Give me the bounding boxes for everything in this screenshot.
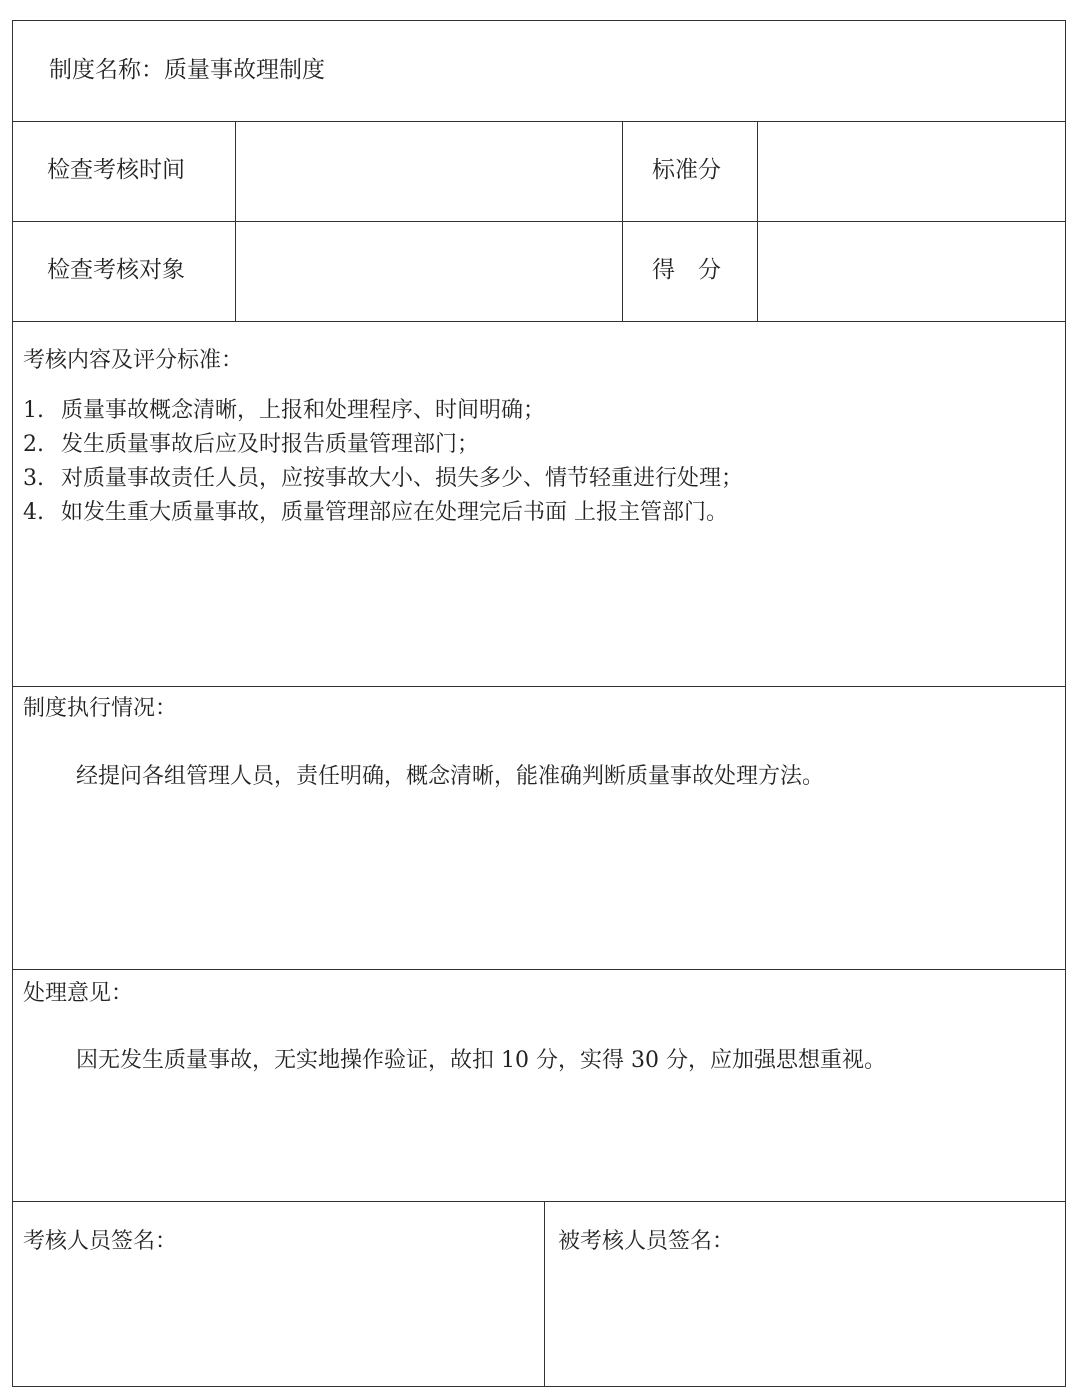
divider — [13, 969, 1065, 970]
system-name-label: 制度名称： — [49, 57, 164, 83]
system-name-value: 质量事故理制度 — [164, 57, 325, 83]
divider — [622, 121, 623, 321]
execution-title: 制度执行情况： — [23, 696, 178, 721]
divider — [544, 1201, 545, 1386]
score-label: 得 分 — [652, 257, 721, 283]
divider — [13, 221, 1065, 222]
standard-score-label: 标准分 — [652, 157, 721, 183]
divider — [13, 321, 1065, 322]
criteria-list — [23, 394, 743, 530]
assessment-form — [12, 20, 1066, 1387]
system-name-row — [49, 59, 325, 82]
list-item: 1. 质量事故概念清晰，上报和处理程序、时间明确； — [23, 398, 546, 423]
divider — [13, 1201, 1065, 1202]
opinion-title: 处理意见： — [23, 981, 134, 1006]
divider — [757, 121, 758, 321]
divider — [13, 121, 1065, 122]
list-item: 3. 对质量事故责任人员，应按事故大小、损失多少、情节轻重进行处理； — [23, 466, 744, 491]
divider — [235, 121, 236, 321]
criteria-title: 考核内容及评分标准： — [23, 348, 244, 373]
examinee-signature-label: 被考核人员签名： — [558, 1229, 735, 1254]
check-time-label: 检查考核时间 — [47, 157, 185, 183]
list-item: 4. 如发生重大质量事故，质量管理部应在处理完后书面 上报主管部门。 — [23, 500, 728, 525]
list-item: 2. 发生质量事故后应及时报告质量管理部门； — [23, 432, 480, 457]
examiner-signature-label: 考核人员签名： — [23, 1229, 178, 1254]
check-target-label: 检查考核对象 — [47, 257, 185, 283]
execution-text: 经提问各组管理人员，责任明确，概念清晰，能准确判断质量事故处理方法。 — [76, 764, 825, 789]
divider — [13, 686, 1065, 687]
opinion-text: 因无发生质量事故，无实地操作验证，故扣 10 分，实得 30 分，应加强思想重视。 — [76, 1048, 886, 1073]
